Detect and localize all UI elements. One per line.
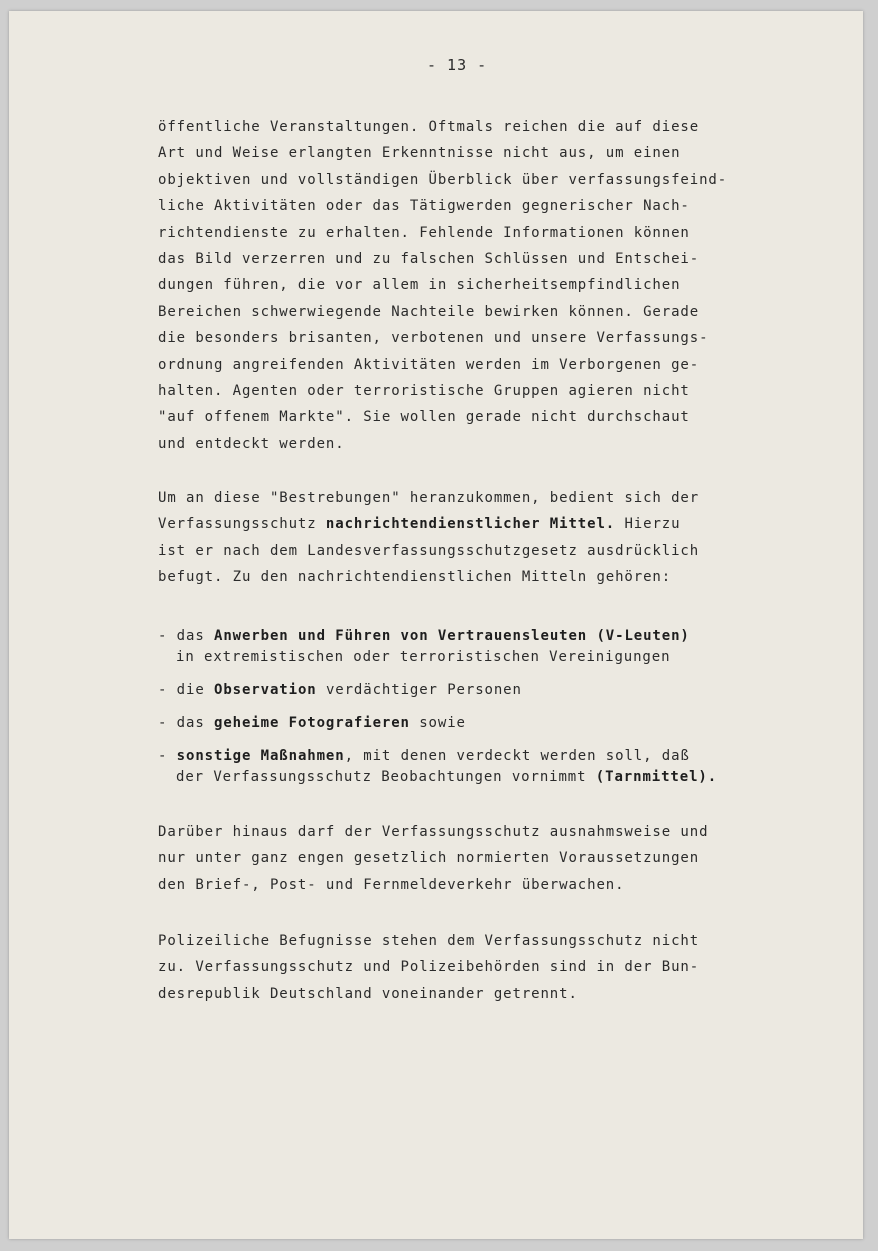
bold-term: (Tarnmittel). (595, 769, 718, 785)
paragraph-1-line: halten. Agenten oder terroristische Gruppen agieren nicht (158, 382, 690, 399)
paragraph-1-line: öffentliche Veranstaltungen. Oftmals reichen die auf diese (158, 119, 700, 135)
paragraph-4-line: desrepublik Deutschland voneinander getrennt. (158, 985, 578, 1002)
text-run: sowie (409, 715, 466, 731)
means-list (158, 626, 717, 794)
paragraph-2-line (158, 511, 699, 537)
text-run: Hierzu (615, 516, 681, 533)
bold-term: Anwerben und Führen von Vertrauensleuten (V-Leuten) (213, 628, 690, 644)
text-run: , mit denen verdeckt werden soll, daß (344, 748, 690, 764)
paragraph-1-line: Bereichen schwerwiegende Nachteile bewirken können. Gerade (158, 303, 700, 320)
paragraph-1-line: dungen führen, die vor allem in sicherheitsempfindlichen (158, 277, 681, 294)
paragraph-3-line: den Brief-, Post- und Fernmeldeverkehr überwachen. (158, 876, 625, 893)
text-run: - das (158, 628, 214, 644)
paragraph-1-line: "auf offenem Markte". Sie wollen gerade nicht durchschaut (158, 409, 690, 426)
paragraph-4 (158, 928, 699, 1007)
paragraph-2-line: ist er nach dem Landesverfassungsschutzgesetz ausdrücklich (158, 542, 700, 559)
paragraph-1-line: und entdeckt werden. (158, 435, 345, 452)
paragraph-1-line: die besonders brisanten, verbotenen und unsere Verfassungs- (158, 330, 709, 347)
list-item (158, 626, 717, 668)
text-run: verdächtiger Personen (316, 682, 522, 698)
text-run: - (158, 748, 177, 764)
paragraph-4-line: Polizeiliche Befugnisse stehen dem Verfassungsschutz nicht (158, 933, 700, 949)
paragraph-1-line: richtendienste zu erhalten. Fehlende Informationen können (158, 224, 690, 241)
paragraph-3 (158, 819, 708, 898)
bold-term: Observation (213, 682, 317, 698)
paragraph-1 (158, 114, 727, 457)
list-item-line (158, 767, 717, 788)
paragraph-2-line: Um an diese "Bestrebungen" heranzukommen, bedient sich der (158, 490, 700, 506)
paragraph-4-line: zu. Verfassungsschutz und Polizeibehörden sind in der Bun- (158, 959, 700, 976)
paragraph-1-line: ordnung angreifenden Aktivitäten werden im Verborgenen ge- (158, 356, 700, 373)
list-item-line (158, 626, 717, 647)
bold-term: sonstige Maßnahmen (176, 748, 345, 764)
paragraph-3-line: Darüber hinaus darf der Verfassungsschutz ausnahmsweise und (158, 824, 709, 840)
list-item (158, 713, 717, 734)
text-run: Verfassungsschutz (158, 516, 326, 533)
bold-term: nachrichtendienstlicher Mittel. (325, 516, 616, 533)
text-run: der Verfassungsschutz Beobachtungen vornimmt (176, 769, 596, 785)
document-page (9, 11, 863, 1239)
list-item (158, 746, 717, 788)
list-item-line (158, 713, 717, 734)
paragraph-1-line: liche Aktivitäten oder das Tätigwerden gegnerischer Nach- (158, 198, 690, 215)
list-item-line (158, 746, 717, 767)
paragraph-2-line: befugt. Zu den nachrichtendienstlichen Mitteln gehören: (158, 569, 672, 586)
paragraph-1-line: Art und Weise erlangten Erkenntnisse nicht aus, um einen (158, 145, 681, 162)
paragraph-1-line: das Bild verzerren und zu falschen Schlüssen und Entschei- (158, 250, 700, 267)
paragraph-1-line: objektiven und vollständigen Überblick über verfassungsfeind- (158, 171, 728, 188)
bold-term: geheime Fotografieren (213, 715, 410, 731)
list-item (158, 680, 717, 701)
list-item-line: in extremistischen oder terroristischen Vereinigungen (176, 649, 671, 665)
list-item-line (158, 680, 717, 701)
paragraph-2 (158, 485, 699, 591)
page-number: - 13 - (427, 56, 488, 74)
text-run: - die (158, 682, 214, 698)
paragraph-3-line: nur unter ganz engen gesetzlich normierten Voraussetzungen (158, 850, 700, 867)
text-run: - das (158, 715, 214, 731)
